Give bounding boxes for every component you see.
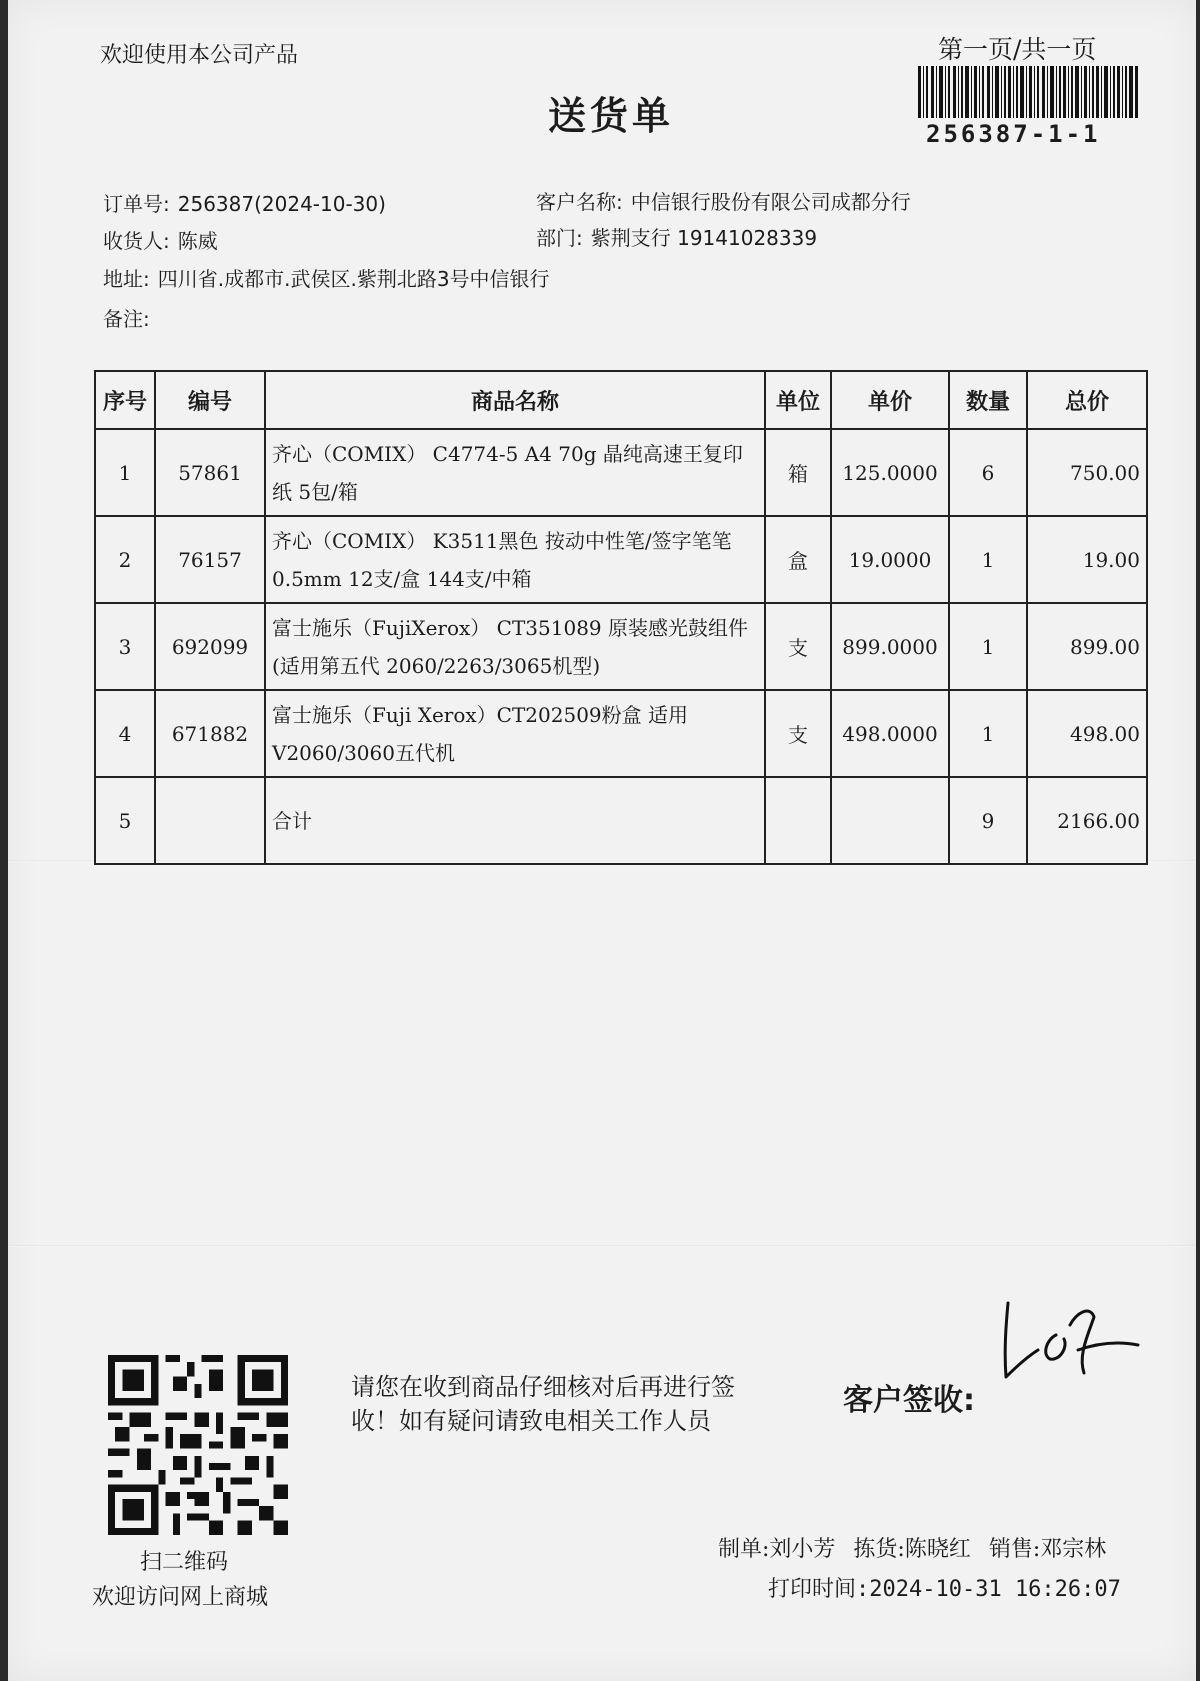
row-price: 498.0000 [831, 690, 949, 777]
page-indicator: 第一页/共一页 [938, 35, 1097, 64]
customer-name [536, 186, 911, 215]
row-total: 750.00 [1027, 429, 1147, 516]
table-row [95, 603, 1147, 690]
row-price: 19.0000 [831, 516, 949, 603]
row-total: 498.00 [1027, 690, 1147, 777]
customer-value: 中信银行股份有限公司成都分行 [630, 190, 911, 214]
dept-value: 紫荆支行 19141028339 [590, 226, 818, 250]
row-name: 富士施乐（Fuji Xerox）CT202509粉盒 适用V2060/3060五代机 [265, 690, 765, 777]
items-table [94, 370, 1148, 865]
row-qty: 1 [949, 603, 1027, 690]
document-title: 送货单 [548, 93, 675, 138]
table-row [95, 429, 1147, 516]
row-name: 富士施乐（FujiXerox） CT351089 原装感光鼓组件 (适用第五代 2060/2263/3065机型) [265, 603, 765, 690]
header-price: 单价 [831, 371, 949, 429]
order-label: 订单号: [103, 192, 170, 216]
row-no: 5 [95, 777, 155, 864]
row-unit: 盒 [765, 516, 831, 603]
remark [103, 303, 158, 332]
row-code: 671882 [155, 690, 265, 777]
remark-label: 备注: [103, 307, 150, 331]
row-code: 57861 [155, 429, 265, 516]
address-label: 地址: [103, 267, 150, 291]
print-time: 打印时间:2024-10-31 16:26:07 [768, 1577, 1121, 1602]
customer-sign-label: 客户签收: [843, 1383, 975, 1418]
row-unit [765, 777, 831, 864]
row-unit: 箱 [765, 429, 831, 516]
picker: 拣货:陈晓红 [853, 1537, 971, 1562]
row-total: 19.00 [1027, 516, 1147, 603]
qr-caption-scan: 扫二维码 [140, 1550, 229, 1575]
maker: 制单:刘小芳 [718, 1537, 836, 1562]
row-qty: 6 [949, 429, 1027, 516]
row-qty: 1 [949, 516, 1027, 603]
row-price [831, 777, 949, 864]
row-no: 3 [95, 603, 155, 690]
sales: 销售:邓宗林 [988, 1537, 1107, 1562]
barcode-icon [918, 66, 1138, 118]
customer-label: 客户名称: [536, 190, 623, 214]
department [536, 222, 817, 251]
order-value: 256387(2024-10-30) [177, 192, 386, 216]
greeting-text: 欢迎使用本公司产品 [100, 43, 299, 68]
table-row [95, 516, 1147, 603]
header-unit: 单位 [765, 371, 831, 429]
row-no: 4 [95, 690, 155, 777]
row-qty: 1 [949, 690, 1027, 777]
row-no: 2 [95, 516, 155, 603]
row-code: 692099 [155, 603, 265, 690]
row-no: 1 [95, 429, 155, 516]
order-number [103, 188, 386, 217]
header-total: 总价 [1027, 371, 1147, 429]
row-unit: 支 [765, 603, 831, 690]
row-code: 76157 [155, 516, 265, 603]
row-name: 合计 [265, 777, 765, 864]
row-code [155, 777, 265, 864]
row-name: 齐心（COMIX） K3511黑色 按动中性笔/签字笔笔0.5mm 12支/盒 144支/中箱 [265, 516, 765, 603]
header-name: 商品名称 [265, 371, 765, 429]
notice-text: 请您在收到商品仔细核对后再进行签收！如有疑问请致电相关工作人员 [351, 1373, 735, 1435]
row-name: 齐心（COMIX） C4774-5 A4 70g 晶纯高速王复印纸 5包/箱 [265, 429, 765, 516]
staff-line [718, 1532, 1124, 1563]
receiver [103, 225, 218, 254]
row-qty: 9 [949, 777, 1027, 864]
table-header-row [95, 371, 1147, 429]
receiver-value: 陈威 [177, 229, 218, 253]
delivery-note-paper [8, 0, 1196, 1681]
paper-fold [8, 1245, 1196, 1247]
header-qty: 数量 [949, 371, 1027, 429]
row-price: 899.0000 [831, 603, 949, 690]
table-row [95, 690, 1147, 777]
row-unit: 支 [765, 690, 831, 777]
header-code: 编号 [155, 371, 265, 429]
row-total: 899.00 [1027, 603, 1147, 690]
header-no: 序号 [95, 371, 155, 429]
qr-code-icon[interactable] [108, 1355, 288, 1535]
handwritten-signature [998, 1295, 1148, 1385]
table-row-total [95, 777, 1147, 864]
row-price: 125.0000 [831, 429, 949, 516]
address-value: 四川省.成都市.武侯区.紫荆北路3号中信银行 [157, 267, 550, 291]
receiver-label: 收货人: [103, 229, 170, 253]
row-total: 2166.00 [1027, 777, 1147, 864]
barcode-number: 256387-1-1 [926, 120, 1101, 148]
qr-caption-mall: 欢迎访问网上商城 [92, 1585, 269, 1610]
address [103, 263, 550, 292]
dept-label: 部门: [536, 226, 583, 250]
